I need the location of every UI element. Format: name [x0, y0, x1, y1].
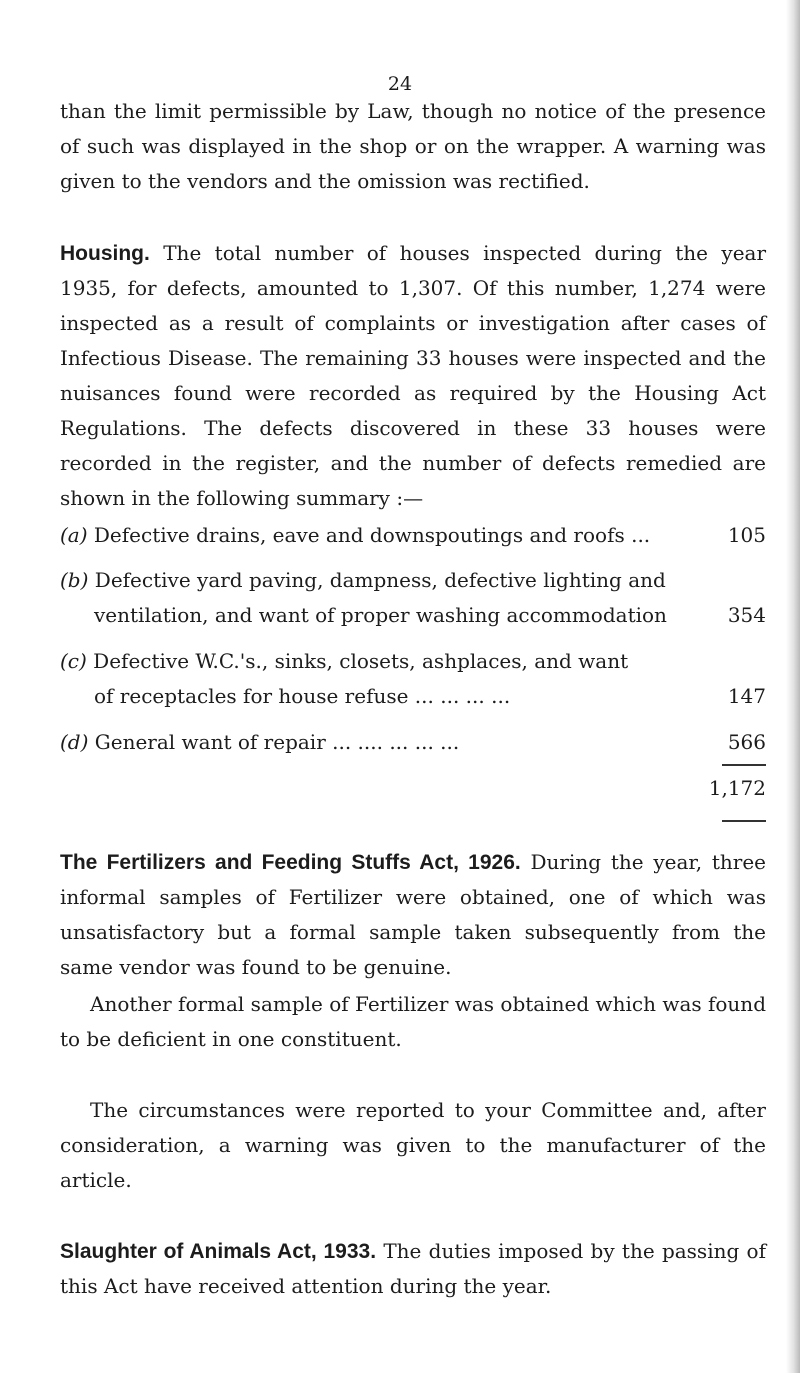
summary-label: (b) [60, 568, 89, 592]
summary-label: (d) [60, 730, 89, 754]
summary-item-b [60, 565, 666, 595]
summary-value-d: 566 [727, 730, 766, 754]
summary-text: Defective yard paving, dampness, defective lighting and [94, 568, 666, 592]
page-number: 24 [387, 73, 413, 95]
summary-value-c: 147 [727, 684, 766, 708]
summary-item-a [60, 520, 650, 550]
slaughter-text: The duties imposed by the passing of this Act have received attention during the year. [60, 1239, 766, 1298]
page-edge-shadow [786, 0, 800, 1373]
housing-paragraph [60, 236, 766, 516]
summary-value-b: 354 [727, 603, 766, 627]
summary-item-c [60, 646, 628, 676]
slaughter-paragraph [60, 1234, 766, 1304]
fertilizers-heading: The Fertilizers and Feeding Stuffs Act, 1926. [60, 851, 521, 874]
total-rule-top [722, 764, 766, 766]
summary-label: (a) [60, 523, 88, 547]
summary-item-c-cont: of receptacles for house refuse ... ... ... ... [94, 684, 511, 708]
summary-value-a: 105 [727, 523, 766, 547]
summary-text: General want of repair ... .... ... ... ... [94, 730, 460, 754]
summary-item-d [60, 727, 459, 757]
summary-label: (c) [60, 649, 87, 673]
summary-text: Defective drains, eave and downspoutings and roofs ... [93, 523, 651, 547]
total-rule-bottom [722, 820, 766, 822]
fertilizers-paragraph [60, 845, 766, 985]
summary-total: 1,172 [708, 776, 766, 800]
housing-text: The total number of houses inspected during the year 1935, for defects, amounted to 1,307. Of this number, 1,274 were inspected as a result of complaints or investigation after cases of Infectious Disease. The remaining 33 houses were inspected and the nuisances found were recorded as required by the Housing Act Regulations. The defects discovered in these 33 houses were recorded in the register, and the number of defects remedied are shown in the following summary :— [60, 241, 767, 510]
summary-text: Defective W.C.'s., sinks, closets, ashplaces, and want [93, 649, 629, 673]
summary-item-b-cont: ventilation, and want of proper washing accommodation [94, 603, 667, 627]
slaughter-heading: Slaughter of Animals Act, 1933. [60, 1240, 377, 1263]
fertilizers-paragraph-3: The circumstances were reported to your Committee and, after consideration, a warning was given to the manufacturer of the article. [60, 1098, 766, 1192]
fertilizers-paragraph-2: Another formal sample of Fertilizer was obtained which was found to be deficient in one constituent. [60, 992, 766, 1051]
fertilizers-text: During the year, three informal samples of Fertilizer were obtained, one of which was unsatisfactory but a formal sample taken subsequently from the same vendor was found to be genuine. [60, 850, 767, 979]
intro-paragraph: than the limit permissible by Law, though no notice of the presence of such was displayed in the shop or on the wrapper. A warning was given to the vendors and the omission was rectified. [60, 99, 766, 193]
housing-heading: Housing. [60, 242, 150, 265]
